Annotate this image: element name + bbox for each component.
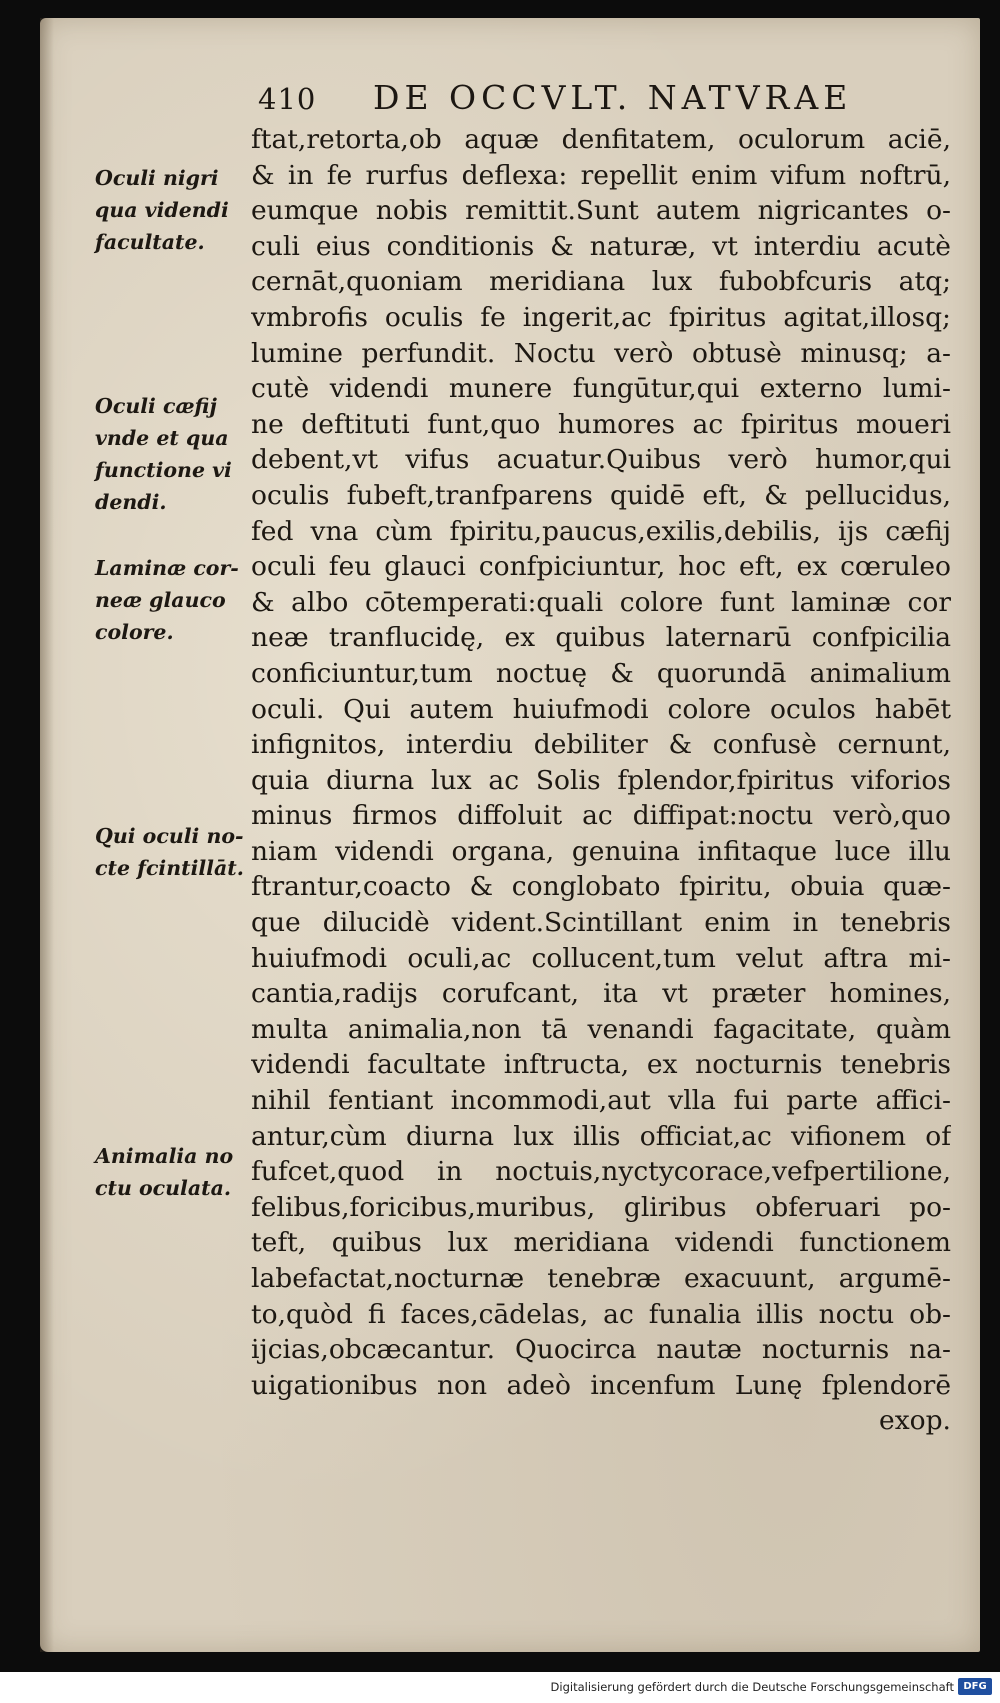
margin-note-line: neæ glauco	[95, 588, 226, 612]
text-line: debent,vt vifus acuatur.Quibus verò humor,qui	[251, 444, 951, 476]
margin-note-line: Oculi cæfij	[95, 394, 217, 418]
text-line: ijcias,obcæcantur. Quocirca nautæ nocturnis na-	[251, 1334, 951, 1366]
text-line: fed vna cùm fpiritu,paucus,exilis,debilis, ijs cæfij	[251, 515, 951, 547]
text-line: felibus,foricibus,muribus, gliribus obferuari po-	[251, 1191, 951, 1223]
margin-note-line: Oculi nigri	[95, 166, 219, 190]
text-line: minus firmos diffoluit ac diffipat:noctu verò,quo	[251, 800, 951, 832]
text-line: oculi feu glauci confpiciuntur, hoc eft, ex cœruleo	[251, 551, 951, 583]
margin-note	[95, 390, 255, 518]
text-line: cernāt,quoniam meridiana lux fubobfcuris atq;	[251, 266, 951, 298]
text-line: eumque nobis remittit.Sunt autem nigricantes o-	[251, 195, 951, 227]
margin-note-line: ctu oculata.	[95, 1176, 232, 1200]
margin-note-line: dendi.	[95, 490, 167, 514]
text-line: vmbrofis oculis fe ingerit,ac fpiritus agitat,illosq;	[251, 301, 951, 333]
text-line: infignitos, interdiu debiliter & confusè cernunt,	[251, 729, 951, 761]
margin-note-line: Qui oculi no-	[95, 824, 244, 848]
margin-note	[95, 552, 255, 648]
text-line: cantia,radijs corufcant, ita vt præter homines,	[251, 978, 951, 1010]
margin-note-line: facultate.	[95, 230, 205, 254]
text-line: conficiuntur,tum noctuę & quorundā animalium	[251, 657, 951, 689]
text-line: ne deftituti funt,quo humores ac fpiritus moueri	[251, 408, 951, 440]
text-line: antur,cùm diurna lux illis officiat,ac vifionem of	[251, 1120, 951, 1152]
running-title: DE OCCVLT. NATVRAE	[373, 78, 853, 117]
text-line: uigationibus non adeò incenfum Lunę fplendorē	[251, 1369, 951, 1401]
page-number: 410	[258, 82, 317, 116]
text-line: lumine perfundit. Noctu verò obtusè minusq; a-	[251, 337, 951, 369]
margin-note-line: Laminæ cor-	[95, 556, 239, 580]
text-line: nihil fentiant incommodi,aut vlla fui parte affici-	[251, 1085, 951, 1117]
margin-note	[95, 1140, 255, 1204]
text-line: niam videndi organa, genuina infitaque luce illu	[251, 835, 951, 867]
text-line: quia diurna lux ac Solis fplendor,fpiritus viforios	[251, 764, 951, 796]
funding-credit: Digitalisierung gefördert durch die Deutsche Forschungsgemeinschaft	[550, 1680, 954, 1694]
text-line: ftat,retorta,ob aquæ denfitatem, oculorum aciē,	[251, 124, 951, 155]
text-line: multa animalia,non tā venandi fagacitate, quàm	[251, 1013, 951, 1045]
text-line: & albo cōtemperati:quali colore funt laminæ cor	[251, 586, 951, 618]
margin-note-line: qua videndi	[95, 198, 229, 222]
text-line: neæ tranflucidę, ex quibus laternarū confpicilia	[251, 622, 951, 654]
main-text-block	[251, 122, 951, 1439]
text-line: cutè videndi munere fungūtur,qui externo lumi-	[251, 373, 951, 405]
margin-note-line: colore.	[95, 620, 174, 644]
text-line: culi eius conditionis & naturæ, vt interdiu acutè	[251, 230, 951, 262]
text-line: fufcet,quod in noctuis,nyctycorace,vefpertilione,	[251, 1156, 951, 1188]
text-line: ftrantur,coacto & conglobato fpiritu, obuia quæ-	[251, 871, 951, 903]
margin-note-line: Animalia no	[95, 1144, 234, 1168]
text-line: exop.	[879, 1405, 951, 1437]
text-line: to,quòd fi faces,cādelas, ac funalia illis noctu ob-	[251, 1298, 951, 1330]
margin-note	[95, 820, 255, 884]
margin-note-line: functione vi	[95, 458, 232, 482]
text-line: teft, quibus lux meridiana videndi functionem	[251, 1227, 951, 1259]
text-line: labefactat,nocturnæ tenebræ exacuunt, argumē-	[251, 1263, 951, 1294]
page-gutter-shadow	[40, 18, 54, 1652]
margin-note	[95, 162, 255, 258]
text-line: huiufmodi oculi,ac collucent,tum velut aftra mi-	[251, 942, 951, 974]
dfg-logo-icon: DFG	[958, 1678, 992, 1695]
text-line: oculis fubeft,tranfparens quidē eft, & pellucidus,	[251, 479, 951, 511]
text-line: que dilucidè vident.Scintillant enim in tenebris	[251, 907, 951, 939]
text-line: videndi facultate inftructa, ex nocturnis tenebris	[251, 1049, 951, 1081]
text-line: oculi. Qui autem huiufmodi colore oculos habēt	[251, 693, 951, 725]
margin-note-line: vnde et qua	[95, 426, 229, 450]
text-line: & in fe rurfus deflexa: repellit enim vifum noftrū,	[251, 159, 951, 191]
page-header	[258, 78, 898, 118]
footer-bar	[0, 1672, 1000, 1703]
margin-note-line: cte fcintillāt.	[95, 856, 244, 880]
